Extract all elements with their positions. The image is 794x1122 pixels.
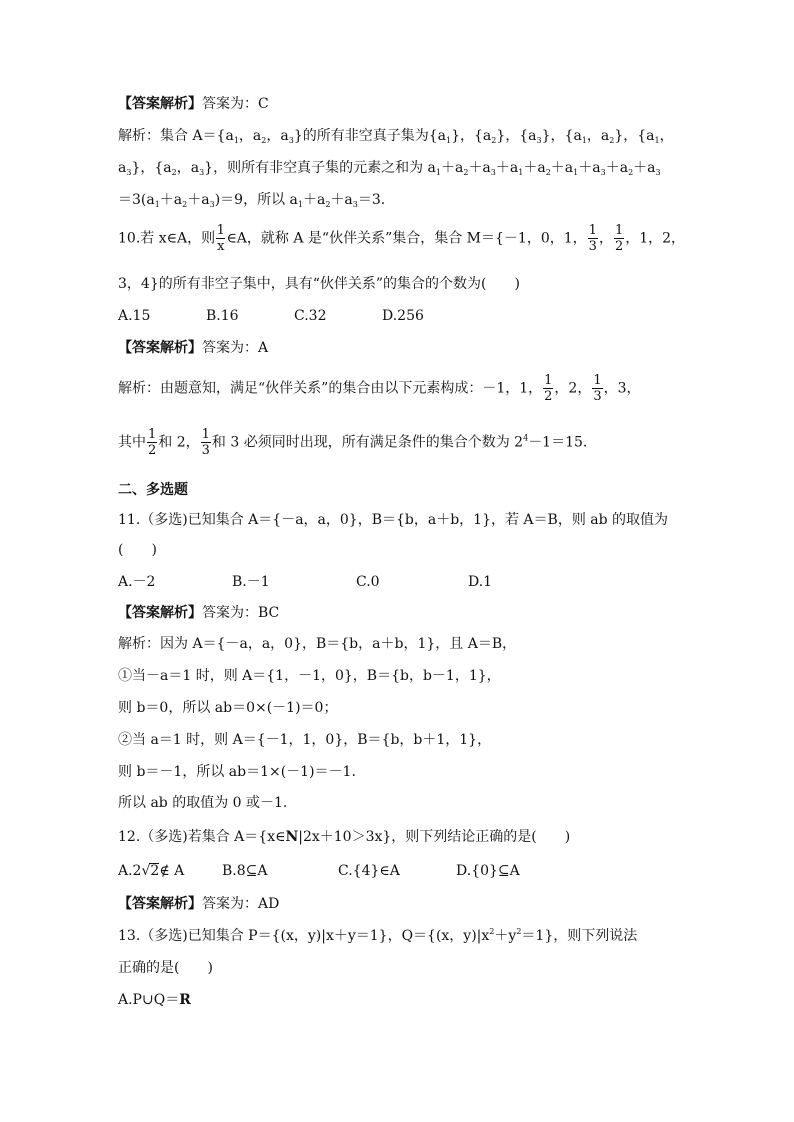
q10-stem-line-2: 3，4}的所有非空子集中，具有“伙伴关系”的集合的个数为( ) [118, 276, 520, 292]
fraction-1-3: $\frac{1}{3}$ [588, 223, 597, 254]
q10-option-c: C.32 [294, 308, 327, 324]
q10-explain-line-1: 解析：由题意知，满足“伙伴关系”的集合由以下元素构成：－1，1， $\frac{1}{2}$ ，2， $\frac{1}{3}$ ，3， [118, 373, 641, 404]
q11-stem-line-2: ( ) [118, 542, 157, 558]
q11-option-d: D.1 [468, 574, 493, 590]
fraction-1-2: $\frac{1}{2}$ [614, 223, 624, 254]
q11-explain-5: 则 b＝－1，所以 ab＝1×(－1)＝－1. [118, 764, 356, 780]
q13-option-a: A.P∪Q＝R [118, 992, 191, 1008]
q12-option-c: C.{4}∈A [338, 863, 400, 879]
q11-explain-1: 解析：因为 A＝{－a，a，0}，B＝{b，a＋b，1}，且 A＝B， [118, 636, 517, 652]
q13-stem-line-2: 正确的是( ) [118, 960, 213, 976]
q10-answer-line: 【答案解析】答案为：A [118, 340, 269, 356]
q12-option-a: A.2√2∉ A [118, 863, 185, 879]
q11-answer-line: 【答案解析】答案为：BC [118, 605, 280, 621]
q12-stem: 12.（多选)若集合 A＝{x∈N|2x＋10＞3x}，则下列结论正确的是( ) [118, 829, 571, 845]
q11-option-a: A.－2 [118, 574, 156, 590]
q10-answer: 答案为：A [202, 340, 269, 356]
q12-option-d: D.{0}⊆A [456, 863, 520, 879]
fraction-1-2: $\frac{1}{2}$ [544, 373, 553, 404]
q10-explain-line-2: 其中 $\frac{1}{2}$ 和 2， $\frac{1}{3}$ 和 3 必须同时出现，所有满足条件的集合个数为 $2^4-1=15$. [118, 427, 588, 458]
q11-explain-4: ②当 a＝1 时，则 A＝{－1，1，0}，B＝{b，b＋1，1}， [118, 732, 492, 748]
q9-explain-line-2: $a_3$}，{$a_2$，$a_3$}，则所有非空真子集的元素之和为 $a_1+a_2+a_3+a_1+a_2+a_1+a_3+a_2+a_3$ [118, 160, 661, 177]
q12-option-b: B.8⊆A [222, 863, 268, 879]
q11-option-b: B.－1 [232, 574, 270, 590]
q12-answer-line: 【答案解析】答案为：AD [118, 896, 280, 912]
q11-explain-6: 所以 ab 的取值为 0 或－1. [118, 795, 288, 811]
answer-tag: 【答案解析】 [118, 96, 202, 112]
fraction-1-3: $\frac{1}{3}$ [201, 427, 210, 458]
q10-option-b: B.16 [206, 308, 239, 324]
q9-answer-line [118, 94, 269, 114]
q11-stem-line-1: 11.（多选)已知集合 A＝{－a，a，0}，B＝{b，a＋b，1}，若 A＝B，则 ab 的取值为 [118, 512, 669, 528]
q11-explain-3: 则 b＝0，所以 ab＝0×(－1)＝0； [118, 700, 338, 716]
q12-answer: 答案为：AD [202, 896, 280, 912]
q9-explain-line-1: 解析：集合 $A=\{a_1$，$a_2$，$a_3$}的所有非空真子集为$\{a_1\}$，$\{a_2\}$，$\{a_3\}$，{$a_1$，$a_2$}，{$a_1$， [118, 128, 674, 145]
q11-option-c: C.0 [356, 574, 380, 590]
q10-options [118, 306, 424, 326]
sqrt-sign: √ [141, 863, 151, 879]
q9-answer: 答案为：C [202, 96, 269, 112]
q10-option-a: A.15 [118, 308, 151, 324]
fraction-1-3: $\frac{1}{3}$ [593, 373, 602, 404]
q13-stem-line-1: 13.（多选)已知集合 P＝{(x，y)|x＋y＝1}，Q＝{(x，$y)|x^2+y^2=1$}，则下列说法 [118, 927, 638, 944]
q9-explain-line-3: $=3(a_1+a_2+a_3)=9$，所以 $a_1+a_2+a_3=3$. [118, 192, 386, 209]
fraction-1-2: $\frac{1}{2}$ [148, 427, 157, 458]
q10-stem-line-1: 10.若 x∈A，则 $\frac{1}{x}$ ∈A，就称 A 是“伙伴关系”集合，集合 M＝{－1，0，1， $\frac{1}{3}$ ， $\frac{1}{2}$ ，1，2， [118, 223, 686, 254]
q11-options [118, 572, 492, 592]
q11-explain-2: ①当－a＝1 时，则 A＝{1，－1，0}，B＝{b，b－1，1}， [118, 668, 501, 684]
q11-answer: 答案为：BC [202, 605, 280, 621]
q12-options [118, 861, 520, 881]
section-heading: 二、多选题 [118, 482, 188, 498]
q10-option-d: D.256 [382, 308, 424, 324]
fraction-1-over-x: $\frac{1}{x}$ [216, 223, 225, 254]
